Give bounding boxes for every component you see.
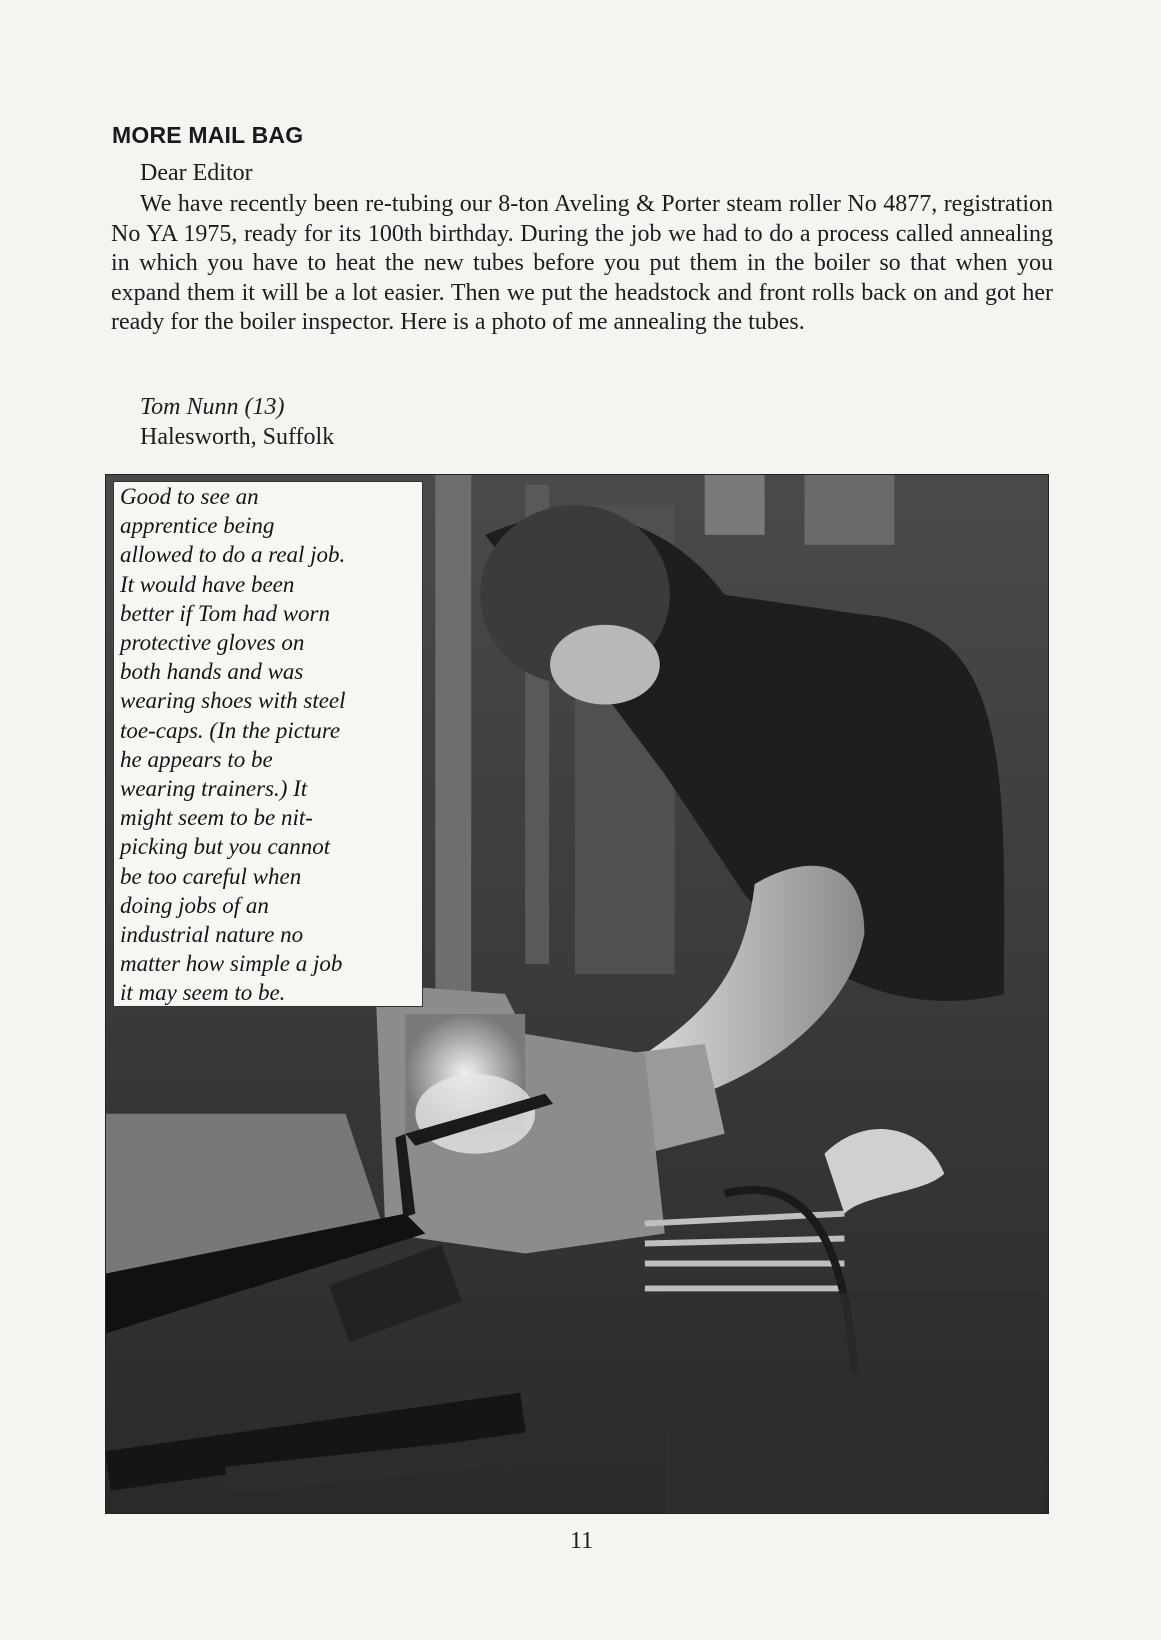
signature-name: Tom Nunn (13) [140,394,285,420]
caption-line: doing jobs of an [120,892,269,918]
caption-line: protective gloves on [120,630,305,656]
caption-line: industrial nature no [120,922,304,948]
caption-line: might seem to be nit- [120,805,313,831]
caption-line: be too careful when [120,863,302,889]
signature-place: Halesworth, Suffolk [140,424,335,450]
page-number: 11 [570,1528,594,1554]
caption-line: allowed to do a real job. [120,542,346,568]
letter-salutation: Dear Editor [140,160,253,186]
letter-body: We have recently been re-tubing our 8-ton Aveling & Porter steam roller No 4877, registration No YA 1975, ready for its 100th birthday. During the job we had to do a process called annealing in which you have to heat the new tubes before you put them in the boiler so that when you expand them it will be a lot easier. Then we put the headstock and front rolls back on and got her ready for the boiler inspector. Here is a photo of me annealing the tubes. [111,191,1053,335]
caption-line: wearing shoes with steel [120,688,346,714]
caption-line: picking but you cannot [120,834,331,860]
editor-caption-box [113,481,423,1007]
caption-line: wearing trainers.) It [120,776,308,802]
caption-line: he appears to be [120,746,273,772]
caption-line: It would have been [120,571,295,597]
caption-line: toe-caps. (In the picture [120,717,341,743]
caption-line: both hands and was [120,659,304,685]
caption-line: Good to see an [120,484,259,509]
caption-line: it may seem to be. [120,980,286,1006]
caption-line: apprentice being [120,513,275,539]
caption-line: better if Tom had worn [120,600,331,626]
caption-line: matter how simple a job [120,951,343,977]
article-heading: MORE MAIL BAG [112,122,304,148]
